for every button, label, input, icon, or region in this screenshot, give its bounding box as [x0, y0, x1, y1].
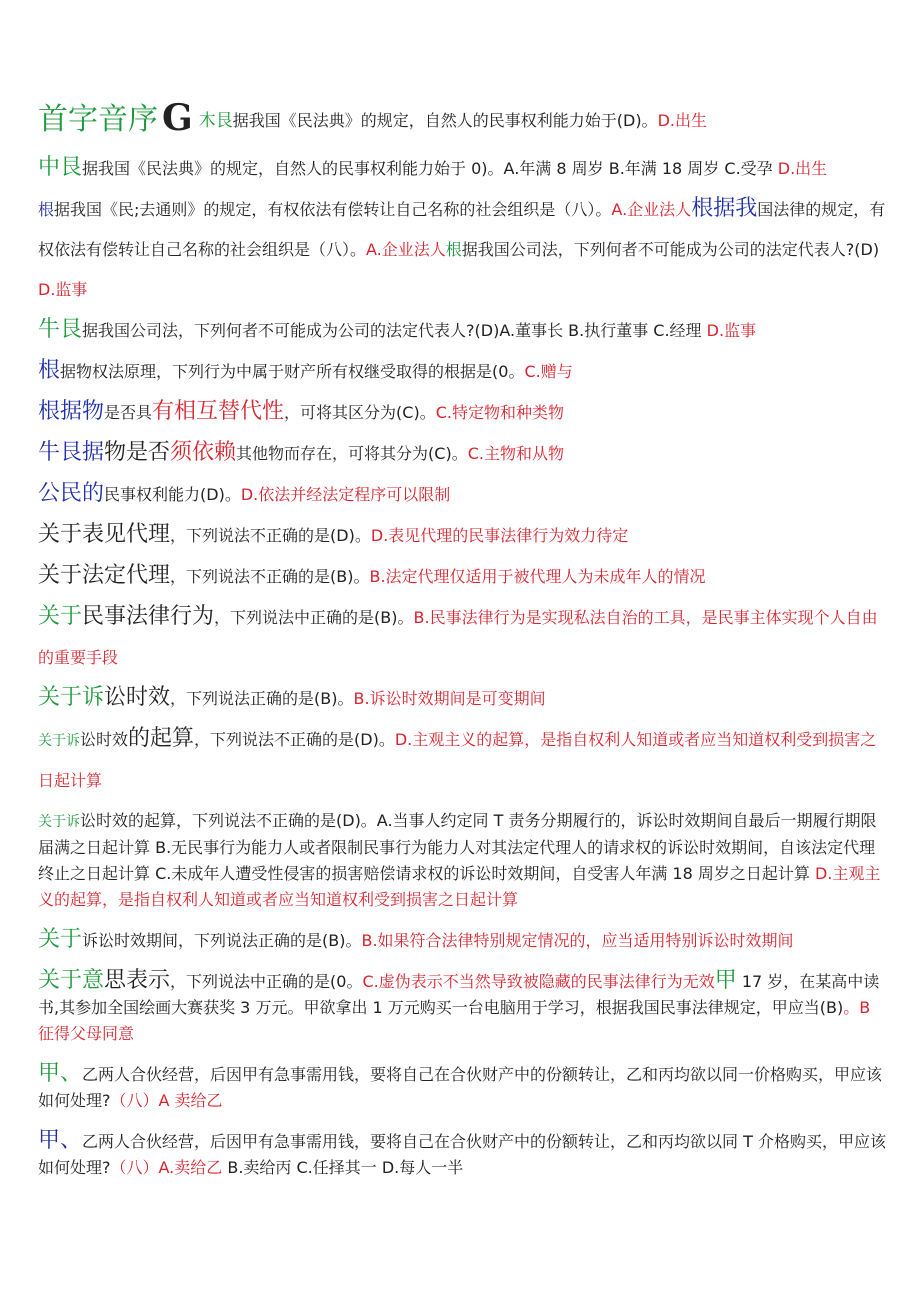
entry-13: [38, 801, 888, 920]
entry-answer: D.出生: [657, 111, 707, 130]
entry-answer: B.如果符合法律特别规定情况的，应当适用特别诉讼时效期间: [361, 931, 794, 950]
entry-lead: 中艮: [38, 155, 83, 180]
entry-answer: D.监事: [706, 321, 757, 340]
entry-question: 讼时效的起算，下列说法不正确的是(D)。A.当事人约定同 T 责务分期履行的，诉讼时效期间自最后一期履行期限届满之日起计算 B.无民事行为能力人或者限制民事行为能力人对其法定代理人的请求权的诉讼时效期间，自该法定代理终止之日起计算 C.未成年人遭受性侵害的损害赔偿请求权的诉讼时效期间，自受害人年满 18 周岁之日起计算: [38, 811, 877, 883]
entry-lead: 木艮: [198, 111, 233, 131]
entry-7: [38, 474, 888, 515]
entry-lead: 公民的: [38, 481, 105, 506]
entry-answer: D.主观主义的起算，是指自权利人知道或者应当知道权利受到损害之日起计算: [38, 730, 877, 790]
entry-14: [38, 920, 888, 961]
entry-emphasis: 须依赖: [170, 440, 237, 465]
entry-question-prefix: 思表示: [104, 968, 171, 993]
entry-lead: 根: [38, 200, 55, 219]
entry-answer: C.特定物和种类物: [435, 403, 564, 422]
entry-question: 乙两人合伙经营，后因甲有急事需用钱，要将自己在合伙财产中的份额转让，乙和丙均欲以同一价格购买，甲应该如何处理?: [38, 1065, 883, 1110]
entry-answer: B.诉讼时效期间是可变期间: [353, 689, 546, 708]
entry-question-2: 17 岁，在某高中读书,其参加全国绘画大赛获奖 3 万元。甲欲拿出 1 万元购买一台电脑用于学习，根据我国民事法律规定，甲应当(B): [38, 972, 880, 1017]
entry-lead: 关于诉: [38, 685, 105, 710]
entry-emphasis: 有相互替代性: [152, 399, 285, 424]
entry-lead: 关于意: [38, 968, 105, 993]
entry-question: 民事权利能力(D)。: [104, 485, 241, 504]
entry-1: [38, 148, 888, 189]
entry-question-prefix: 民事法律行为: [82, 604, 215, 629]
entry-question: ，下列说法不正确的是(D)。: [194, 730, 395, 749]
entry-answer-2: A.企业法人: [366, 240, 446, 259]
entry-answer: （八）A.卖给乙: [110, 1158, 223, 1177]
entry-6: [38, 433, 888, 474]
entry-question: 乙两人合伙经营，后因甲有急事需用钱，要将自己在合伙财产中的份额转让，乙和丙均欲以同 T 介格购买，甲应该如何处理?: [38, 1132, 886, 1177]
entry-question: 据我国《民法典》的规定，自然人的民事权利能力始于 0)。A.年满 8 周岁 B.年满 18 周岁 C.受孕: [82, 159, 778, 178]
entry-lead: 关于表见代理: [38, 522, 171, 547]
entry-question: ，下列说法中正确的是(0。: [170, 972, 363, 991]
entry-lead: 关于法定代理: [38, 563, 171, 588]
entry-answer: （八）A 卖给乙: [110, 1091, 223, 1110]
entry-lead: 根据物: [38, 399, 105, 424]
entry-question: ，下列说法中正确的是(B)。: [214, 608, 414, 627]
entry-lead: 甲、: [38, 1061, 83, 1086]
document-page: [38, 96, 888, 1188]
entry-11: [38, 678, 888, 719]
entry-15: [38, 961, 888, 1054]
entry-lead: 关于: [38, 927, 83, 952]
entry-question-prefix: 讼时效: [80, 730, 129, 749]
entry-17: [38, 1121, 888, 1188]
entry-lead: 牛艮据: [38, 440, 105, 465]
entry-lead-2: 甲: [714, 968, 737, 993]
entry-3: [38, 310, 888, 351]
entry-5: [38, 392, 888, 433]
entry-lead-3: 根: [445, 240, 462, 259]
entry-answer: D.依法并经法定程序可以限制: [240, 485, 451, 504]
entry-question-prefix-2: 的起算: [128, 726, 195, 751]
entry-question: ，下列说法正确的是(B)。: [170, 689, 354, 708]
entry-answer-2: 。B 征得父母同意: [38, 998, 871, 1043]
entry-question: 据物权法原理，下列行为中属于财产所有权继受取得的根据是(0。: [60, 362, 525, 381]
entry-answer: C.赠与: [524, 362, 573, 381]
entry-12: [38, 719, 888, 801]
entry-question: ，下列说法不正确的是(D)。: [170, 526, 371, 545]
index-letter: G: [162, 97, 193, 139]
entry-options: B.卖给丙 C.任择其一 D.每人一半: [222, 1158, 464, 1177]
entry-question: 诉讼时效期间，下列说法正确的是(B)。: [82, 931, 362, 950]
entry-answer: A.企业法人: [611, 200, 692, 219]
entry-question-2: 国法律的规定，有权依法有偿转让自己名称的社会组织是（八）。: [38, 200, 886, 259]
entry-question-prefix: 物是否: [104, 440, 171, 465]
entry-lead: 牛艮: [38, 317, 83, 342]
entry-lead: 关于: [38, 604, 83, 629]
entry-lead: 甲、: [38, 1128, 83, 1153]
entry-question-prefix: 是否具: [104, 403, 153, 422]
section-title: 首字音序: [38, 102, 158, 137]
entry-lead: 关于诉: [38, 733, 80, 749]
entry-answer: C.虚伪表示不当然导致被隐藏的民事法律行为无效: [362, 972, 715, 991]
entry-question: 据我国公司法，下列何者不可能成为公司的法定代表人?(D)A.董事长 B.执行董事 C.经理: [82, 321, 707, 340]
entry-2: [38, 189, 888, 310]
entry-answer: D.表见代理的民事法律行为效力待定: [370, 526, 629, 545]
entry-answer-3: D.监事: [38, 280, 88, 299]
entry-answer: D.主观主义的起算，是指自权利人知道或者应当知道权利受到损害之日起计算: [38, 864, 881, 909]
entry-question-3: 据我国公司法，下列何者不可能成为公司的法定代表人?(D): [461, 240, 880, 259]
entry-question: ，可将其区分为(C)。: [284, 403, 436, 422]
entry-answer: B.民事法律行为是实现私法自治的工具，是民事主体实现个人自由的重要手段: [38, 608, 878, 667]
entry-question: 据我国《民法典》的规定，自然人的民事权利能力始于(D)。: [232, 111, 658, 130]
entry-10: [38, 597, 888, 678]
entry-question-prefix: 讼时效: [104, 685, 171, 710]
entry-9: [38, 556, 888, 597]
entry-8: [38, 515, 888, 556]
entry-lead-2: 根据我: [691, 196, 758, 221]
entry-answer: B.法定代理仅适用于被代理人为未成年人的情况: [369, 567, 706, 586]
entry-lead: 根: [38, 358, 61, 383]
heading-line: [38, 96, 888, 140]
entry-16: [38, 1054, 888, 1121]
entry-question: ，下列说法不正确的是(B)。: [170, 567, 370, 586]
entry-4: [38, 351, 888, 392]
entry-question: 其他物而存在，可将其分为(C)。: [236, 444, 468, 463]
entry-answer: C.主物和从物: [467, 444, 564, 463]
entry-question: 据我国《民;去通则》的规定，有权依法有偿转让自己名称的社会组织是（八）。: [54, 200, 612, 219]
entry-lead: 关于诉: [38, 814, 80, 830]
entry-answer: D.出生: [777, 159, 828, 178]
